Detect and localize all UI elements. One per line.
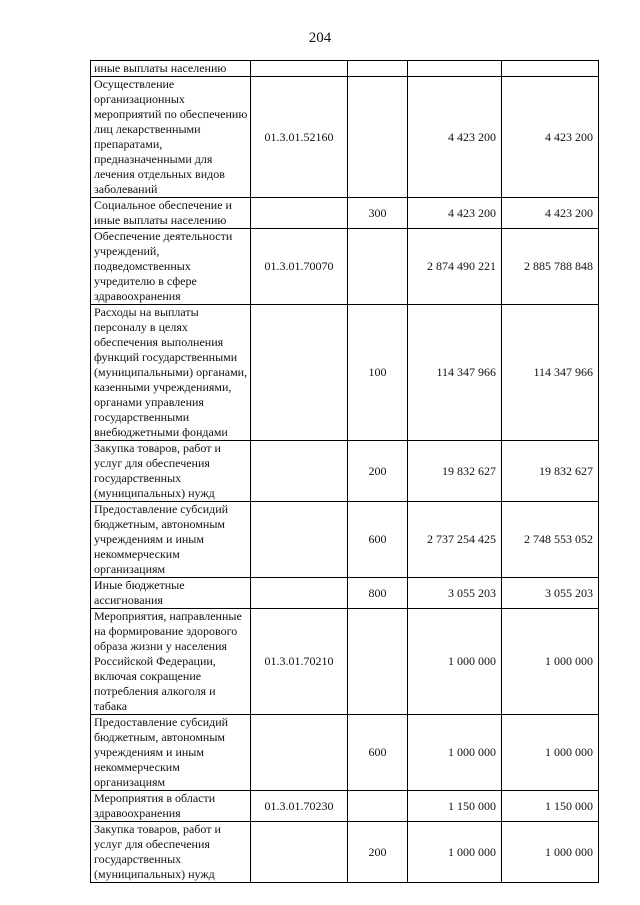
row-code bbox=[251, 61, 348, 77]
row-expense-type bbox=[348, 61, 408, 77]
budget-table-body bbox=[91, 61, 599, 883]
row-value-year-2: 3 055 203 bbox=[502, 578, 599, 609]
row-expense-type bbox=[348, 229, 408, 305]
page-number: 204 bbox=[308, 30, 332, 46]
table-row bbox=[91, 229, 599, 305]
row-expense-type: 800 bbox=[348, 578, 408, 609]
row-expense-type: 200 bbox=[348, 822, 408, 883]
row-name: Закупка товаров, работ и услуг для обеспечения государственных (муниципальных) нужд bbox=[91, 822, 251, 883]
row-value-year-2: 4 423 200 bbox=[502, 198, 599, 229]
row-expense-type bbox=[348, 791, 408, 822]
row-name: Мероприятия, направленные на формирование здорового образа жизни у населения Российской Федерации, включая сокращение потребления алкоголя и табака bbox=[91, 609, 251, 715]
row-name: Предоставление субсидий бюджетным, автономным учреждениям и иным некоммерческим организациям bbox=[91, 502, 251, 578]
row-expense-type bbox=[348, 77, 408, 198]
row-code bbox=[251, 305, 348, 441]
row-code: 01.3.01.70210 bbox=[251, 609, 348, 715]
row-name: Предоставление субсидий бюджетным, автономным учреждениям и иным некоммерческим организациям bbox=[91, 715, 251, 791]
table-row bbox=[91, 791, 599, 822]
row-code: 01.3.01.52160 bbox=[251, 77, 348, 198]
row-value-year-2: 19 832 627 bbox=[502, 441, 599, 502]
row-name: Социальное обеспечение и иные выплаты населению bbox=[91, 198, 251, 229]
row-value-year-1: 1 000 000 bbox=[408, 715, 502, 791]
row-code bbox=[251, 198, 348, 229]
row-value-year-1: 2 874 490 221 bbox=[408, 229, 502, 305]
row-value-year-2: 114 347 966 bbox=[502, 305, 599, 441]
row-code bbox=[251, 441, 348, 502]
row-expense-type: 200 bbox=[348, 441, 408, 502]
row-code bbox=[251, 502, 348, 578]
row-code: 01.3.01.70070 bbox=[251, 229, 348, 305]
table-row bbox=[91, 502, 599, 578]
row-value-year-1: 1 000 000 bbox=[408, 822, 502, 883]
row-expense-type: 300 bbox=[348, 198, 408, 229]
row-code: 01.3.01.70230 bbox=[251, 791, 348, 822]
table-row bbox=[91, 609, 599, 715]
row-value-year-2: 2 885 788 848 bbox=[502, 229, 599, 305]
row-value-year-2: 1 000 000 bbox=[502, 609, 599, 715]
row-value-year-2: 1 150 000 bbox=[502, 791, 599, 822]
row-value-year-2 bbox=[502, 61, 599, 77]
row-code bbox=[251, 715, 348, 791]
row-value-year-1: 4 423 200 bbox=[408, 77, 502, 198]
table-row bbox=[91, 61, 599, 77]
row-value-year-1: 2 737 254 425 bbox=[408, 502, 502, 578]
row-name: Закупка товаров, работ и услуг для обеспечения государственных (муниципальных) нужд bbox=[91, 441, 251, 502]
row-value-year-1: 114 347 966 bbox=[408, 305, 502, 441]
row-value-year-2: 2 748 553 052 bbox=[502, 502, 599, 578]
table-row bbox=[91, 822, 599, 883]
table-row bbox=[91, 77, 599, 198]
table-row bbox=[91, 715, 599, 791]
budget-table bbox=[90, 60, 599, 883]
row-name: иные выплаты населению bbox=[91, 61, 251, 77]
row-expense-type bbox=[348, 609, 408, 715]
row-value-year-2: 4 423 200 bbox=[502, 77, 599, 198]
row-expense-type: 100 bbox=[348, 305, 408, 441]
row-name: Иные бюджетные ассигнования bbox=[91, 578, 251, 609]
row-value-year-1 bbox=[408, 61, 502, 77]
row-value-year-2: 1 000 000 bbox=[502, 715, 599, 791]
row-name: Мероприятия в области здравоохранения bbox=[91, 791, 251, 822]
row-value-year-1: 1 150 000 bbox=[408, 791, 502, 822]
row-value-year-1: 4 423 200 bbox=[408, 198, 502, 229]
row-code bbox=[251, 578, 348, 609]
table-row bbox=[91, 305, 599, 441]
row-name: Осуществление организационных мероприятий по обеспечению лиц лекарственными препаратами, предназначенными для лечения отдельных видов заболеваний bbox=[91, 77, 251, 198]
table-row bbox=[91, 578, 599, 609]
row-name: Обеспечение деятельности учреждений, подведомственных учредителю в сфере здравоохранения bbox=[91, 229, 251, 305]
row-expense-type: 600 bbox=[348, 715, 408, 791]
row-value-year-1: 3 055 203 bbox=[408, 578, 502, 609]
row-value-year-1: 1 000 000 bbox=[408, 609, 502, 715]
row-value-year-1: 19 832 627 bbox=[408, 441, 502, 502]
table-row bbox=[91, 441, 599, 502]
row-expense-type: 600 bbox=[348, 502, 408, 578]
row-code bbox=[251, 822, 348, 883]
table-row bbox=[91, 198, 599, 229]
row-name: Расходы на выплаты персоналу в целях обеспечения выполнения функций государственными (муниципальными) органами, казенными учреждениями, органами управления государственными внебюджетными фондами bbox=[91, 305, 251, 441]
row-value-year-2: 1 000 000 bbox=[502, 822, 599, 883]
